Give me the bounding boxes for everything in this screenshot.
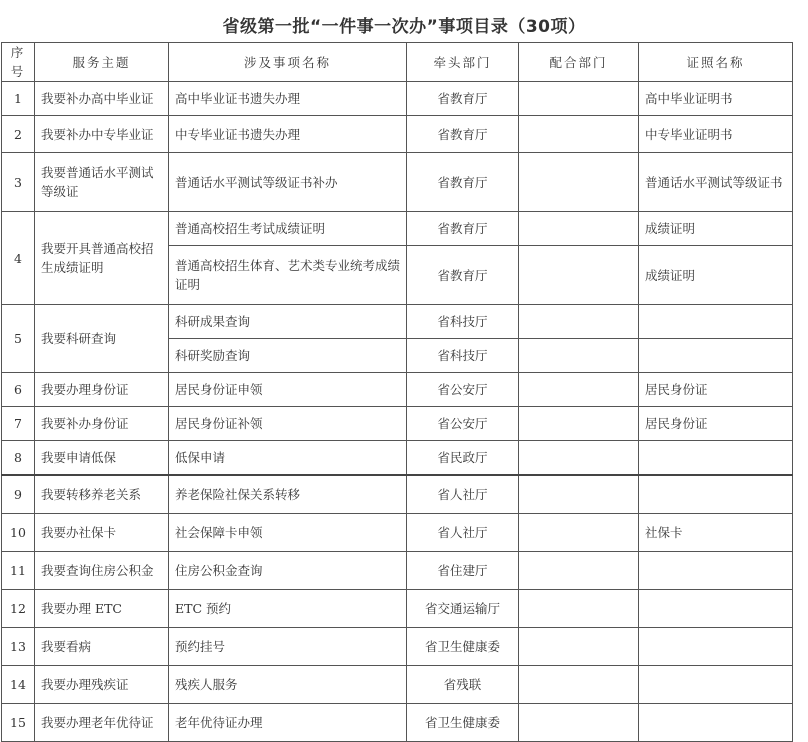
- row-item-name: 高中毕业证书遗失办理: [169, 82, 407, 116]
- row-lead: 省教育厅: [407, 153, 519, 212]
- row-item-name: 中专毕业证书遗失办理: [169, 116, 407, 153]
- row-cert: [639, 590, 793, 628]
- row-coop: [519, 212, 639, 246]
- row-no: 11: [2, 552, 35, 590]
- row-theme: 我要普通话水平测试等级证: [35, 153, 169, 212]
- row-theme: 我要办理身份证: [35, 373, 169, 407]
- row-lead: 省人社厅: [407, 514, 519, 552]
- service-table: [1, 42, 793, 742]
- row-cert: 成绩证明: [639, 246, 793, 305]
- row-theme: 我要办社保卡: [35, 514, 169, 552]
- row-cert: 居民身份证: [639, 373, 793, 407]
- row-coop: [519, 514, 639, 552]
- row-no: 6: [2, 373, 35, 407]
- table-row: [2, 514, 793, 552]
- row-item-name: 科研成果查询: [169, 305, 407, 339]
- table-row: [2, 82, 793, 116]
- row-no: 15: [2, 704, 35, 742]
- row-item-name: 普通高校招生考试成绩证明: [169, 212, 407, 246]
- row-item-name: 社会保障卡申领: [169, 514, 407, 552]
- row-theme: 我要查询住房公积金: [35, 552, 169, 590]
- row-theme: 我要转移养老关系: [35, 475, 169, 514]
- row-lead: 省卫生健康委: [407, 704, 519, 742]
- row-cert: [639, 666, 793, 704]
- row-cert: [639, 441, 793, 476]
- row-item-name: 养老保险社保关系转移: [169, 475, 407, 514]
- row-cert: 高中毕业证明书: [639, 82, 793, 116]
- row-no: 12: [2, 590, 35, 628]
- header-cert: 证照名称: [639, 43, 793, 82]
- row-theme: 我要申请低保: [35, 441, 169, 476]
- row-coop: [519, 666, 639, 704]
- row-item-name: 普通高校招生体育、艺术类专业统考成绩证明: [169, 246, 407, 305]
- row-lead: 省民政厅: [407, 441, 519, 476]
- row-coop: [519, 441, 639, 476]
- row-theme: 我要办理 ETC: [35, 590, 169, 628]
- row-lead: 省残联: [407, 666, 519, 704]
- row-cert: 社保卡: [639, 514, 793, 552]
- header-coop: 配合部门: [519, 43, 639, 82]
- header-theme: 服务主题: [35, 43, 169, 82]
- row-lead: 省教育厅: [407, 212, 519, 246]
- row-cert: 普通话水平测试等级证书: [639, 153, 793, 212]
- row-cert: 中专毕业证明书: [639, 116, 793, 153]
- row-lead: 省交通运输厅: [407, 590, 519, 628]
- row-theme: 我要办理残疾证: [35, 666, 169, 704]
- row-no: 1: [2, 82, 35, 116]
- row-no: 5: [2, 305, 35, 373]
- row-lead: 省教育厅: [407, 246, 519, 305]
- row-coop: [519, 305, 639, 339]
- row-no: 7: [2, 407, 35, 441]
- row-item-name: 居民身份证申领: [169, 373, 407, 407]
- row-cert: [639, 475, 793, 514]
- row-cert: [639, 628, 793, 666]
- row-no: 8: [2, 441, 35, 476]
- row-lead: 省公安厅: [407, 407, 519, 441]
- row-no: 9: [2, 475, 35, 514]
- header-no: 序号: [2, 43, 35, 82]
- row-coop: [519, 704, 639, 742]
- row-cert: [639, 552, 793, 590]
- row-item-name: 普通话水平测试等级证书补办: [169, 153, 407, 212]
- row-no: 10: [2, 514, 35, 552]
- row-coop: [519, 373, 639, 407]
- row-no: 13: [2, 628, 35, 666]
- table-row: [2, 116, 793, 153]
- row-cert: 成绩证明: [639, 212, 793, 246]
- header-row: [2, 43, 793, 82]
- table-row: [2, 212, 793, 246]
- row-item-name: 科研奖励查询: [169, 339, 407, 373]
- row-no: 4: [2, 212, 35, 305]
- header-item: 涉及事项名称: [169, 43, 407, 82]
- row-item-name: 预约挂号: [169, 628, 407, 666]
- row-item-name: 低保申请: [169, 441, 407, 476]
- row-item-name: ETC 预约: [169, 590, 407, 628]
- row-no: 3: [2, 153, 35, 212]
- table-row: [2, 590, 793, 628]
- row-theme: 我要补办中专毕业证: [35, 116, 169, 153]
- table-row: [2, 305, 793, 339]
- row-theme: 我要办理老年优待证: [35, 704, 169, 742]
- row-lead: 省卫生健康委: [407, 628, 519, 666]
- row-coop: [519, 339, 639, 373]
- table-row: [2, 552, 793, 590]
- row-coop: [519, 116, 639, 153]
- table-row: [2, 666, 793, 704]
- row-coop: [519, 475, 639, 514]
- row-coop: [519, 407, 639, 441]
- table-row: [2, 373, 793, 407]
- row-lead: 省住建厅: [407, 552, 519, 590]
- row-lead: 省教育厅: [407, 116, 519, 153]
- row-lead: 省公安厅: [407, 373, 519, 407]
- row-lead: 省人社厅: [407, 475, 519, 514]
- row-cert: [639, 704, 793, 742]
- row-lead: 省教育厅: [407, 82, 519, 116]
- row-lead: 省科技厅: [407, 339, 519, 373]
- header-lead: 牵头部门: [407, 43, 519, 82]
- row-cert: [639, 339, 793, 373]
- table-row: [2, 475, 793, 514]
- row-theme: 我要补办高中毕业证: [35, 82, 169, 116]
- row-theme: 我要科研查询: [35, 305, 169, 373]
- table-row: [2, 441, 793, 476]
- table-row: [2, 628, 793, 666]
- row-theme: 我要补办身份证: [35, 407, 169, 441]
- row-no: 2: [2, 116, 35, 153]
- row-item-name: 残疾人服务: [169, 666, 407, 704]
- row-theme: 我要看病: [35, 628, 169, 666]
- table-row: [2, 407, 793, 441]
- row-theme: 我要开具普通高校招生成绩证明: [35, 212, 169, 305]
- row-lead: 省科技厅: [407, 305, 519, 339]
- row-item-name: 居民身份证补领: [169, 407, 407, 441]
- row-no: 14: [2, 666, 35, 704]
- row-cert: 居民身份证: [639, 407, 793, 441]
- table-row: [2, 704, 793, 742]
- row-item-name: 住房公积金查询: [169, 552, 407, 590]
- row-cert: [639, 305, 793, 339]
- row-coop: [519, 246, 639, 305]
- row-item-name: 老年优待证办理: [169, 704, 407, 742]
- row-coop: [519, 628, 639, 666]
- row-coop: [519, 590, 639, 628]
- row-coop: [519, 552, 639, 590]
- row-coop: [519, 153, 639, 212]
- document-title: 省级第一批“一件事一次办”事项目录（30项）: [222, 17, 586, 37]
- table-row: [2, 153, 793, 212]
- row-coop: [519, 82, 639, 116]
